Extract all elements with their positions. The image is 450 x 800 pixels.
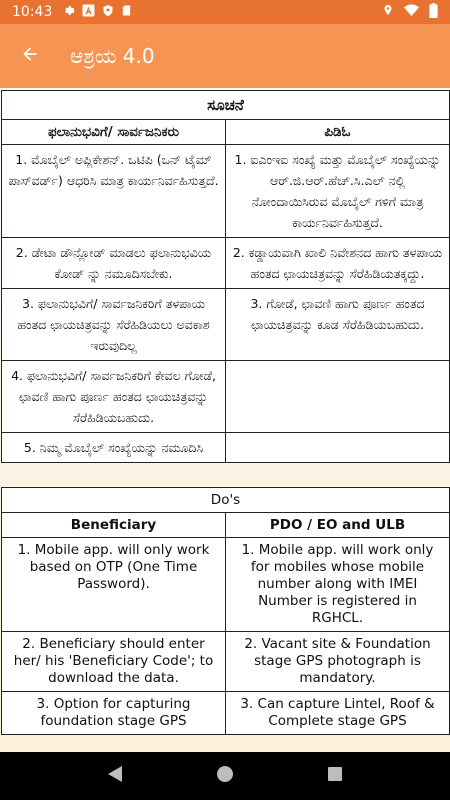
arrow-back-icon — [20, 44, 40, 68]
table-title: Do's — [2, 488, 450, 513]
status-time: 10:43 — [12, 4, 53, 20]
shield-icon — [102, 4, 114, 21]
table-row — [2, 289, 450, 361]
table-cell: 1. Mobile app. will only work based on OTP (One Time Password). — [2, 538, 226, 632]
table-cell — [226, 433, 450, 463]
kannada-instructions-table — [1, 90, 450, 463]
column-header-pdo: ಪಿಡಿಓ — [226, 120, 450, 145]
column-header-pdo: PDO / EO and ULB — [226, 513, 450, 538]
table-cell: 2. Beneficiary should enter her/ his 'Beneficiary Code'; to download the data. — [2, 632, 226, 692]
column-header-beneficiary: ಫಲಾನುಭವಿಗೆ/ ಸಾರ್ವಜನಿಕರು — [2, 120, 226, 145]
table-cell: 2. Vacant site & Foundation stage GPS photograph is mandatory. — [226, 632, 450, 692]
table-row — [2, 433, 450, 463]
table-cell: 2. ಡೇಟಾ ಡೌನ್ಲೋಡ್ ಮಾಡಲು ಫಲಾನುಭವಿಯ ಕೋಡ್ ನ್ನು ನಮೂದಿಸಬೇಕು. — [2, 238, 226, 289]
wifi-icon — [404, 4, 419, 21]
table-row — [2, 145, 450, 238]
table-row — [2, 632, 450, 692]
content-area[interactable] — [0, 88, 450, 752]
battery-icon — [429, 3, 438, 22]
table-cell: 4. ಫಲಾನುಭವಿಗೆ/ ಸಾರ್ವಜನಿಕರಿಗೆ ಕೇವಲ ಗೋಡೆ, ಛಾವಣಿ ಹಾಗು ಪೂರ್ಣ ಹಂತದ ಛಾಯಚಿತ್ರವನ್ನು ಸೆರೆಹಿಡಿಯಬಹುದು. — [2, 361, 226, 433]
status-bar — [0, 0, 450, 24]
table-cell: 3. ಫಲಾನುಭವಿಗೆ/ ಸಾರ್ವಜನಿಕರಿಗೆ ತಳಪಾಯ ಹಂತದ ಛಾಯಚಿತ್ರವನ್ನು ಸೆರೆಹಿಡಿಯಲು ಅವಕಾಶ ಇರುವುದಿಲ್ಲ — [2, 289, 226, 361]
table-row — [2, 538, 450, 632]
back-button[interactable] — [0, 24, 60, 88]
table-cell: 1. ಐಎಂಇಐ ಸಂಖ್ಯೆ ಮತ್ತು ಮೊಬೈಲ್ ಸಂಖ್ಯೆಯನ್ನು ಆರ್.ಜಿ.ಆರ್.ಹೆಚ್.ಸಿ.ಎಲ್ ನಲ್ಲಿ ನೋಂದಾಯಿಸಿರುವ ಮೊಬೈಲ್ ಗಳಿಗೆ ಮಾತ್ರ ಕಾರ್ಯನಿರ್ವಹಿಸುತ್ತದೆ. — [226, 145, 450, 238]
table-cell: 3. ಗೋಡೆ, ಛಾವಣಿ ಹಾಗು ಪೂರ್ಣ ಹಂತದ ಛಾಯಚಿತ್ರವನ್ನು ಕೂಡ ಸೆರೆಹಿಡಿಯಬಹುದು. — [226, 289, 450, 361]
table-title: ಸೂಚನೆ — [2, 91, 450, 120]
table-cell: 2. ಕಡ್ಡಾಯವಾಗಿ ಖಾಲಿ ನಿವೇಶನದ ಹಾಗು ತಳಪಾಯ ಹಂತದ ಛಾಯಚಿತ್ರವನ್ನು ಸೆರೆಹಿಡಿಯತಕ್ಕದ್ದು. — [226, 238, 450, 289]
gear-icon — [62, 4, 75, 21]
table-cell — [226, 361, 450, 433]
app-title: ಆಶ್ರಯ 4.0 — [70, 44, 155, 68]
table-cell: 1. ಮೊಬೈಲ್ ಅಪ್ಲಿಕೇಶನ್. ಒಟಿಪಿ (ಒನ್ ಟೈಮ್ ಪಾಸ್‌ವರ್ಡ್) ಆಧರಿಸಿ ಮಾತ್ರ ಕಾರ್ಯನಿರ್ವಹಿಸುತ್ತದೆ. — [2, 145, 226, 238]
column-header-beneficiary: Beneficiary — [2, 513, 226, 538]
table-row — [2, 361, 450, 433]
table-row — [2, 238, 450, 289]
recents-square-icon[interactable] — [327, 766, 343, 786]
section-spacer — [0, 463, 450, 487]
font-a-icon — [82, 4, 95, 21]
table-cell: 3. Option for capturing foundation stage GPS — [2, 692, 226, 735]
navigation-bar — [0, 752, 450, 800]
app-bar — [0, 24, 450, 88]
table-row — [2, 692, 450, 735]
back-triangle-icon[interactable] — [107, 765, 123, 787]
home-circle-icon[interactable] — [216, 765, 234, 787]
table-cell: 3. Can capture Lintel, Roof & Complete stage GPS — [226, 692, 450, 735]
english-dos-table — [1, 487, 450, 735]
location-icon — [382, 3, 394, 21]
sd-card-icon — [121, 4, 132, 21]
table-cell: 1. Mobile app. will work only for mobiles whose mobile number along with IMEI Number is registered in RGHCL. — [226, 538, 450, 632]
table-cell: 5. ನಿಮ್ಮ ಮೊಬೈಲ್ ಸಂಖ್ಯೆಯನ್ನು ನಮೂದಿಸಿ — [2, 433, 226, 463]
